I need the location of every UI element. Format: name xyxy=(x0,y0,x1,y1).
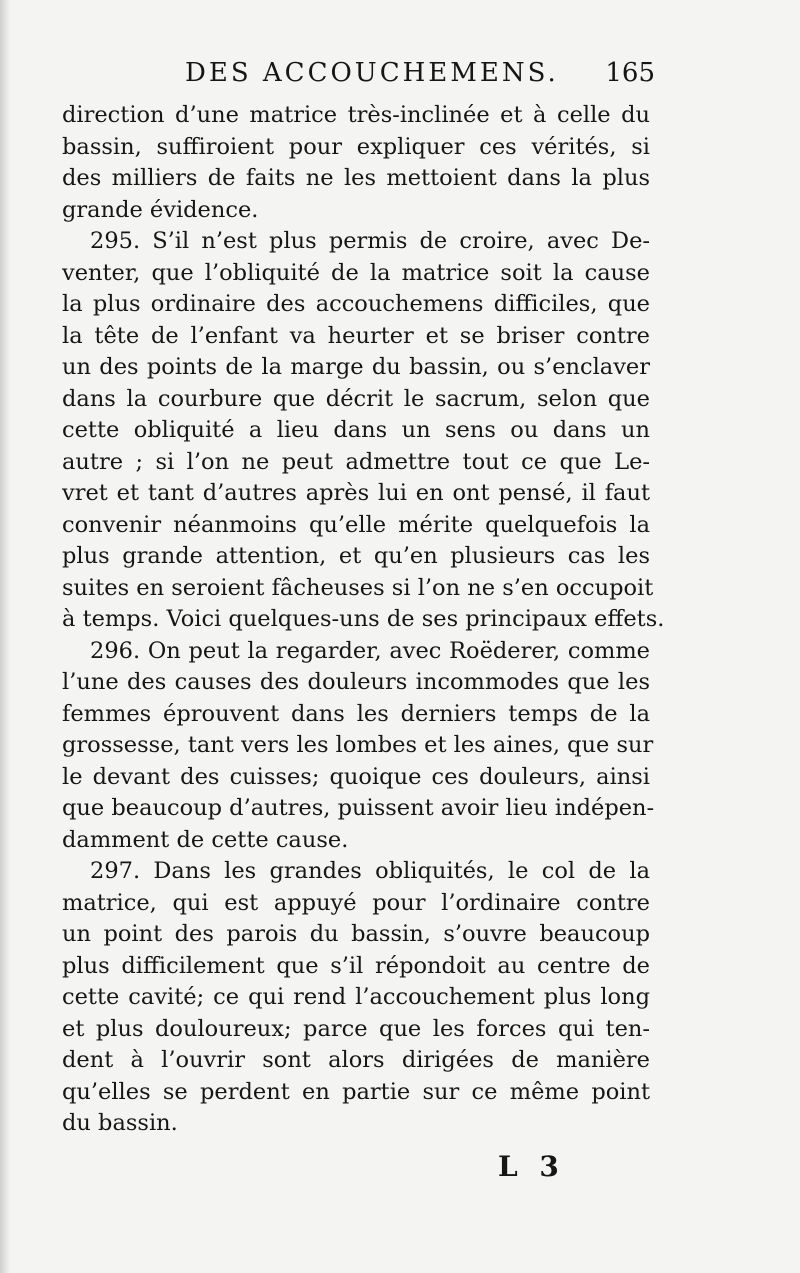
text-line: la tête de l’enfant va heurter et se briser contre xyxy=(62,322,650,349)
paragraph-297-start: 297. Dans les grandes obliquités, le col de la xyxy=(90,858,650,884)
page-header xyxy=(185,58,655,94)
text-line: plus grande attention, et qu’en plusieurs cas les xyxy=(62,543,650,569)
body-text xyxy=(62,100,665,1140)
text-line: cette obliquité a lieu dans un sens ou dans un xyxy=(62,417,650,443)
text-line: du bassin. xyxy=(62,1110,178,1136)
text-line: et plus douloureux; parce que les forces qui ten- xyxy=(62,1015,650,1042)
text-line: direction d’une matrice très-inclinée et à celle du xyxy=(62,102,650,128)
text-line: vret et tant d’autres après lui en ont pensé, il faut xyxy=(62,480,650,506)
text-line: grossesse, tant vers les lombes et les aines, que sur xyxy=(62,732,654,758)
signature-mark: L 3 xyxy=(498,1150,565,1183)
text-line: un point des parois du bassin, s’ouvre beaucoup xyxy=(62,921,650,947)
text-line: venter, que l’obliquité de la matrice soit la cause xyxy=(62,259,650,286)
text-line: femmes éprouvent dans les derniers temps de la xyxy=(62,700,650,727)
text-line: autre ; si l’on ne peut admettre tout ce que Le- xyxy=(62,448,650,475)
text-line: dans la courbure que décrit le sacrum, selon que xyxy=(62,385,650,412)
text-line: damment de cette cause. xyxy=(62,826,349,853)
text-line: un des points de la marge du bassin, ou s’enclaver xyxy=(62,354,650,380)
text-line: que beaucoup d’autres, puissent avoir lieu indépen- xyxy=(62,795,655,821)
page-number: 165 xyxy=(605,58,655,88)
running-head: DES ACCOUCHEMENS. xyxy=(185,58,559,88)
text-line: le devant des cuisses; quoique ces douleurs, ainsi xyxy=(62,763,650,790)
text-line: la plus ordinaire des accouchemens difficiles, que xyxy=(62,291,650,317)
text-line: dent à l’ouvrir sont alors dirigées de manière xyxy=(62,1047,650,1073)
text-line: l’une des causes des douleurs incommodes que les xyxy=(62,669,650,695)
paragraph-295-start: 295. S’il n’est plus permis de croire, avec De- xyxy=(90,228,650,254)
text-line: bassin, suffiroient pour expliquer ces vérités, si xyxy=(62,133,650,160)
text-line: qu’elles se perdent en partie sur ce même point xyxy=(62,1078,650,1105)
text-line: matrice, qui est appuyé pour l’ordinaire contre xyxy=(62,889,650,916)
text-line: convenir néanmoins qu’elle mérite quelquefois la xyxy=(62,511,650,538)
text-line: suites en seroient fâcheuses si l’on ne s’en occupoit xyxy=(62,574,654,601)
text-line: des milliers de faits ne les mettoient dans la plus xyxy=(62,165,650,191)
text-line: à temps. Voici quelques-uns de ses principaux effets. xyxy=(62,606,665,632)
text-line: grande évidence. xyxy=(62,196,259,223)
text-line: plus difficilement que s’il répondoit au centre de xyxy=(62,952,650,979)
paragraph-296-start: 296. On peut la regarder, avec Roëderer, comme xyxy=(90,637,650,664)
text-line: cette cavité; ce qui rend l’accouchement plus long xyxy=(62,984,650,1010)
